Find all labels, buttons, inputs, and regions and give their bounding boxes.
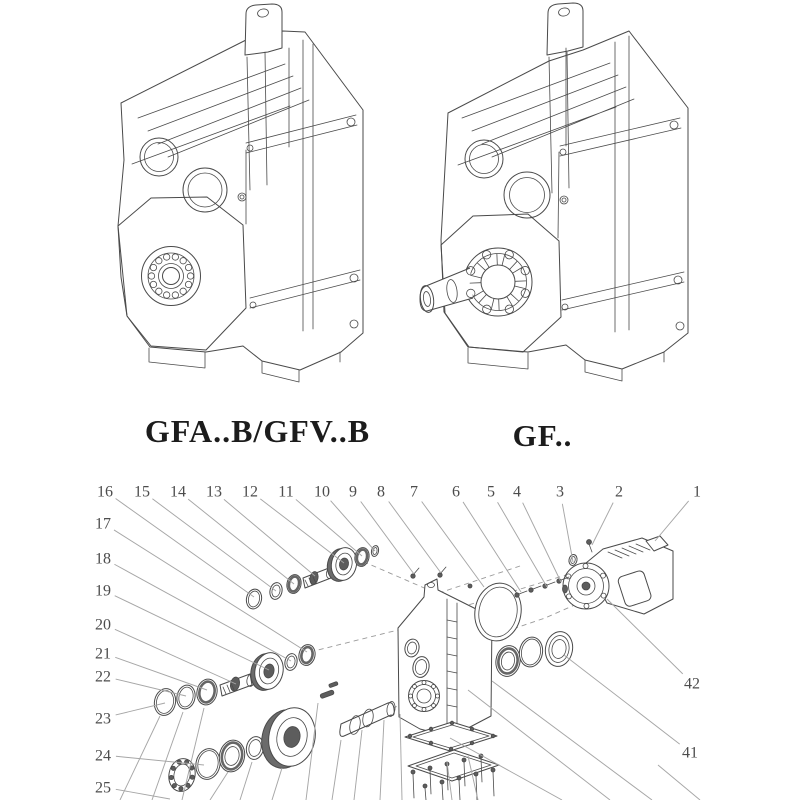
callout-number: 4 bbox=[513, 483, 521, 501]
bolt-shank bbox=[442, 784, 443, 800]
leader-line bbox=[120, 716, 160, 800]
callout-number: 22 bbox=[95, 668, 111, 686]
leader-line bbox=[188, 499, 294, 584]
callout-number: 19 bbox=[95, 582, 111, 600]
callout-number: 23 bbox=[95, 710, 111, 728]
leader-line bbox=[272, 768, 282, 800]
callout-number: 24 bbox=[95, 747, 111, 765]
leader-line bbox=[463, 502, 521, 592]
callout-number: 5 bbox=[487, 483, 495, 501]
callout-number: 17 bbox=[95, 515, 111, 533]
leader-line bbox=[115, 629, 236, 684]
callout-number: 10 bbox=[314, 483, 330, 501]
leader-line bbox=[116, 499, 254, 597]
bolt-head bbox=[428, 766, 432, 770]
callout-number: 25 bbox=[95, 779, 111, 797]
leader-line bbox=[658, 765, 700, 800]
callout-number: 18 bbox=[95, 550, 111, 568]
bolt-head bbox=[462, 758, 466, 762]
bolt-head bbox=[411, 770, 415, 774]
callout-number: 9 bbox=[349, 483, 357, 501]
bolt-shank bbox=[493, 772, 494, 796]
bearing-ball bbox=[171, 766, 175, 770]
bolt-head bbox=[457, 776, 461, 780]
leader-line bbox=[116, 789, 170, 799]
leader-line bbox=[331, 501, 375, 551]
intermediate-shaft-parts bbox=[152, 643, 317, 717]
leader-line bbox=[332, 740, 341, 800]
callout-number: 2 bbox=[615, 483, 623, 501]
callout-number: 21 bbox=[95, 645, 111, 663]
callout-number: 16 bbox=[97, 483, 113, 501]
leader-line bbox=[296, 499, 362, 556]
leader-line bbox=[114, 564, 291, 661]
callout-number: 1 bbox=[693, 483, 701, 501]
leader-line bbox=[400, 714, 402, 800]
gearbox-drawing-gfab bbox=[118, 4, 363, 382]
bolt-head bbox=[423, 784, 427, 788]
callout-number: 14 bbox=[170, 483, 186, 501]
bearing-ball bbox=[190, 775, 194, 779]
callout-number: 12 bbox=[242, 483, 258, 501]
callout-number: 41 bbox=[682, 744, 698, 762]
callout-number: 13 bbox=[206, 483, 222, 501]
bearing-ball bbox=[179, 787, 183, 791]
leader-line bbox=[523, 503, 561, 582]
callout-number: 15 bbox=[134, 483, 150, 501]
leader-line bbox=[422, 502, 484, 587]
bolt-head bbox=[440, 780, 444, 784]
callout-number: 8 bbox=[377, 483, 385, 501]
bearing-ball bbox=[186, 783, 190, 787]
callout-number: 3 bbox=[556, 483, 564, 501]
model-label-right: GF.. bbox=[512, 418, 573, 453]
bolt-shank bbox=[459, 780, 460, 800]
bolt-shank bbox=[425, 788, 426, 800]
leader-line bbox=[562, 504, 573, 562]
leader-line bbox=[115, 657, 207, 690]
bearing-ball bbox=[172, 783, 176, 787]
leader-line bbox=[389, 501, 441, 573]
callout-number: 20 bbox=[95, 616, 111, 634]
leader-line bbox=[354, 730, 362, 800]
motor-drawing bbox=[563, 536, 674, 614]
exploded-view bbox=[95, 484, 701, 800]
input-shaft-parts bbox=[245, 545, 380, 610]
leader-line bbox=[380, 720, 384, 800]
callout-number: 11 bbox=[278, 483, 294, 501]
leader-line bbox=[468, 690, 610, 800]
leader-line bbox=[498, 502, 547, 587]
callout-number: 7 bbox=[410, 483, 418, 501]
callout-number: 42 bbox=[684, 675, 700, 693]
leader-line bbox=[492, 681, 652, 800]
leader-line bbox=[260, 499, 344, 563]
leader-line bbox=[564, 655, 680, 744]
leader-line bbox=[152, 499, 276, 591]
gearbox-drawing-gf bbox=[419, 3, 688, 381]
leader-line bbox=[240, 762, 252, 800]
callout-number: 6 bbox=[452, 483, 460, 501]
model-label-left: GFA..B/GFV..B bbox=[144, 413, 371, 449]
leader-line bbox=[116, 679, 186, 696]
leader-line bbox=[116, 756, 204, 765]
bolt-head bbox=[474, 772, 478, 776]
bearing-ball bbox=[169, 775, 173, 779]
leader-line bbox=[592, 503, 613, 545]
leader-line bbox=[361, 501, 414, 574]
bottom-cover-parts bbox=[405, 721, 499, 800]
bolt-shank bbox=[413, 774, 414, 798]
leader-line bbox=[655, 501, 689, 541]
bolt-head bbox=[491, 768, 495, 772]
